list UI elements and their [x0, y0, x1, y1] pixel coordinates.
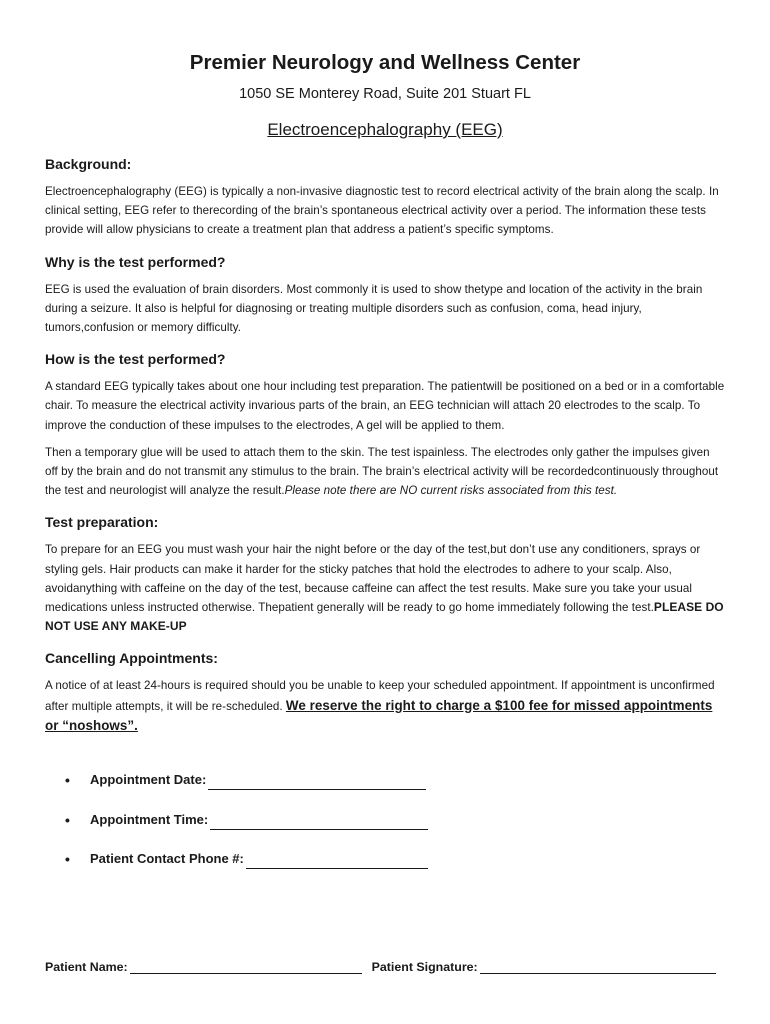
cancel-heading: Cancelling Appointments:	[45, 650, 218, 667]
patient-name-label: Patient Name:	[45, 960, 128, 974]
bullet-icon: •	[65, 811, 70, 828]
how-paragraph-2	[45, 443, 725, 501]
patient-name-line[interactable]	[130, 958, 362, 974]
appointment-fields	[45, 770, 725, 869]
appointment-time-label: Appointment Time:	[90, 811, 209, 827]
how-text-1: A standard EEG typically takes about one hour including test preparation. The patientwill be positioned on a bed or in a comfortable chair. To measure the electrical activity invarious parts of the brain, an EEG technician will attach 20 electrodes to the scalp. To improve the conduction of these impulses to the electrodes, A gel will be applied to them.	[45, 380, 725, 432]
phone-line[interactable]	[246, 853, 428, 869]
bullet-icon: •	[65, 851, 70, 868]
patient-signature-label: Patient Signature:	[371, 960, 478, 974]
document-heading: Electroencephalography (EEG)	[267, 120, 503, 139]
background-heading: Background:	[45, 156, 132, 172]
prep-paragraph	[45, 540, 725, 636]
appointment-date-line[interactable]	[208, 774, 426, 790]
prep-text: To prepare for an EEG you must wash your hair the night before or the day of the test,but don’t use any conditioners, sprays or styling gels. Hair products can make it harder for the sticky patches that hold the electrodes to adhere to your scalp. Also, avoidanything with caffeine on the day of the test, because caffeine can affect the test results. Make sure you take your usual medications unless instructed otherwise. Thepatient generally will be ready to go home immediately following the test.	[45, 543, 701, 615]
why-text: EEG is used the evaluation of brain disorders. Most commonly it is used to show thetype and location of the activity in the brain during a seizure. It also is helpful for diagnosing or treating multiple disorders such as confusion, coma, head injury, tumors,confusion or memory difficulty.	[45, 282, 703, 335]
cancel-text: A notice of at least 24-hours is required should you be unable to keep your scheduled appointment. If appointment is unconfirmed after multiple attempts, it will be re-scheduled.	[45, 679, 715, 713]
document-page	[45, 48, 725, 889]
how-heading: How is the test performed?	[45, 351, 226, 368]
makeup-warning: PLEASE DO NOT USE ANY MAKE-UP	[45, 600, 724, 634]
why-heading: Why is the test performed?	[45, 253, 226, 270]
appointment-date-field[interactable]	[65, 770, 725, 790]
background-text: Electroencephalography (EEG) is typically a non-invasive diagnostic test to record electrical activity of the brain along the scalp. In clinical setting, EEG refer to therecording of the brain’s spontaneous electrical activity over a period. The information these tests provide will allow physicians to create a treatment plan that address a patient’s specific symptoms.	[45, 185, 719, 237]
phone-label: Patient Contact Phone #:	[90, 851, 244, 867]
risk-note: Please note there are NO current risks associated from this test.	[284, 484, 618, 498]
clinic-title: Premier Neurology and Wellness Center	[189, 51, 581, 74]
signature-row	[45, 958, 725, 974]
bullet-icon: •	[65, 772, 70, 789]
fee-notice: We reserve the right to charge a $100 fee for missed appointments or “noshows”.	[45, 697, 713, 733]
appointment-time-field[interactable]	[65, 810, 725, 830]
appointment-date-label: Appointment Date:	[90, 772, 207, 788]
how-text-2: Then a temporary glue will be used to attach them to the skin. The test ispainless. The electrodes only gather the impulses given off by the brain and do not transmit any stimulus to the brain. The brain’s electrical activity will be recordedcontinuously throughout the test and neurologist will analyze the result.	[45, 445, 719, 498]
appointment-time-line[interactable]	[210, 814, 428, 830]
patient-signature-line[interactable]	[480, 958, 716, 974]
phone-field[interactable]	[65, 849, 725, 869]
cancel-paragraph	[45, 676, 725, 736]
clinic-address: 1050 SE Monterey Road, Suite 201 Stuart FL	[239, 86, 531, 102]
prep-heading: Test preparation:	[45, 514, 159, 531]
